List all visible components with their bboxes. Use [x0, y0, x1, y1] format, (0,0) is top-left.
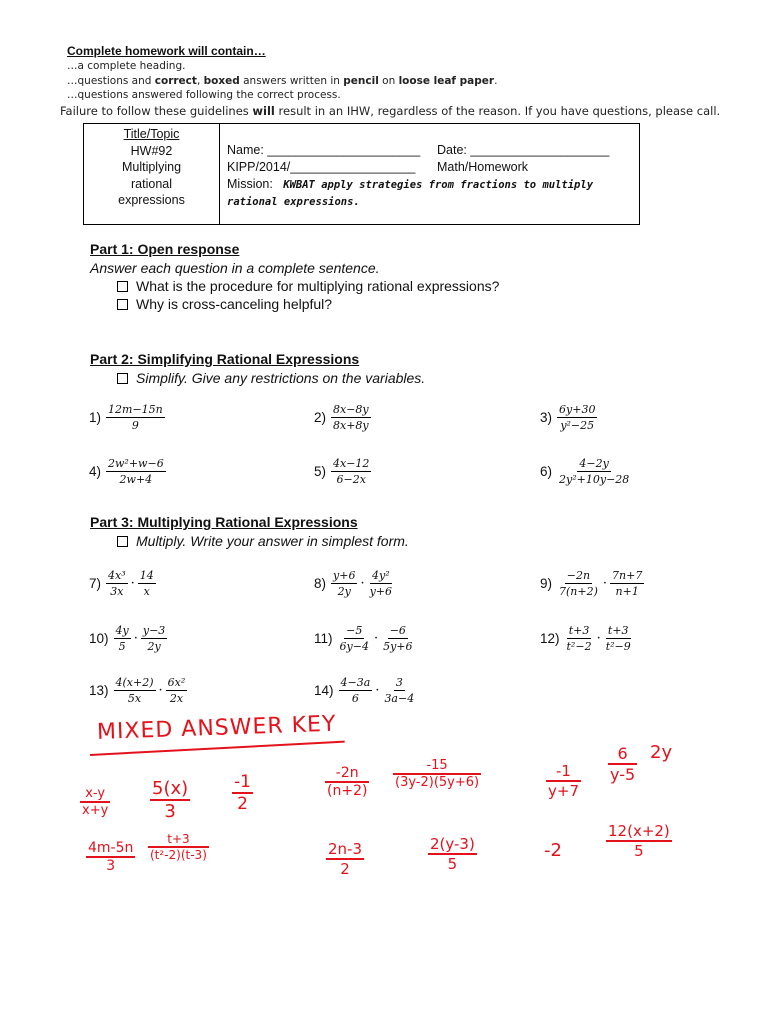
requirement-heading: …a complete heading. — [67, 60, 186, 72]
answer-13: -2 — [544, 840, 562, 861]
part3-instruction: Multiply. Write your answer in simplest form. — [117, 533, 409, 549]
mission-label: Mission: — [227, 177, 273, 191]
part3-problem-11: 11) $\frac{-5}{6y-4}$ · $\frac{-6}{5y+6}$ — [314, 624, 413, 653]
heading-fields — [227, 142, 609, 211]
mission-text-cont: rational expressions. — [227, 196, 360, 208]
answer-6: -1 y+7 — [548, 762, 579, 800]
checkbox-icon — [117, 281, 128, 292]
part2-title: Part 2: Simplifying Rational Expressions — [90, 351, 360, 367]
part3-problem-12: 12) $\frac{t+3}{\text{t²−2}}$ · $\frac{t+3}{\text{t²−9}}$ — [540, 624, 631, 653]
ihw-warning: Failure to follow these guidelines will result in an IHW, regardless of the reason. If you have questions, please call. — [60, 104, 721, 118]
part2-problem-5: 5) $\frac{4x-12}{6-2x}$ — [314, 457, 370, 486]
topic-line-1: Multiplying — [121, 160, 182, 174]
answer-9: 4m-5n 3 — [88, 840, 134, 874]
part3-problem-7: 7) $\frac{\text{4x³}}{3x}$ · $\frac{14}{x}$ — [89, 569, 154, 598]
homework-requirements-title: Complete homework will contain… — [67, 44, 266, 58]
topic-line-2: rational — [131, 176, 172, 191]
answer-key-title: MIXED ANSWER KEY — [96, 711, 337, 745]
answer-3: -1 2 — [234, 772, 251, 814]
topic-line-3: expressions — [118, 193, 185, 207]
part3-title: Part 3: Multiplying Rational Expressions — [90, 514, 358, 530]
part3-problem-14: 14) $\frac{4-3a}{6}$ · $\frac{3}{3a-4}$ — [314, 676, 415, 705]
hw-number: HW#92 — [130, 143, 173, 158]
requirement-answers: …questions and correct, boxed answers written in pencil on loose leaf paper. — [67, 75, 498, 87]
date-field: Date: ____________________ — [437, 143, 610, 157]
part3-problem-8: 8) $\frac{y+6}{2y}$ · $\frac{\text{4y²}}{y+6}$ — [314, 569, 393, 598]
answer-12: 2(y-3) 5 — [430, 835, 475, 873]
answer-14: 12(x+2) 5 — [608, 822, 670, 860]
subject-label: Math/Homework — [437, 160, 528, 174]
kipp-field: KIPP/2014/__________________ — [227, 160, 416, 174]
mission-text: KWBAT apply strategies from fractions to multiply — [283, 179, 594, 191]
title-topic-label: Title/Topic — [123, 127, 180, 141]
part2-problem-6: 6) $\frac{4-2y}{\text{2y²+10y−28}}$ — [540, 457, 630, 486]
checkbox-icon — [117, 373, 128, 384]
part1-question-1: What is the procedure for multiplying rational expressions? — [117, 278, 499, 294]
part1-instruction: Answer each question in a complete sentence. — [90, 260, 380, 276]
part2-problem-4: 4) $\frac{\text{2w²+w−6}}{2w+4}$ — [89, 457, 164, 486]
part1-title: Part 1: Open response — [90, 241, 240, 257]
answer-7: 6 y-5 — [610, 744, 636, 784]
answer-10: t+3 (t²-2)(t-3) — [150, 832, 207, 862]
part2-problem-1: 1) $\frac{12m-15n}{9}$ — [89, 403, 163, 432]
answer-2: 5(x) 3 — [152, 778, 189, 822]
checkbox-icon — [117, 299, 128, 310]
name-field: Name: ______________________ — [227, 143, 421, 157]
part3-problem-10: 10) $\frac{4y}{5}$ · $\frac{y-3}{2y}$ — [89, 624, 166, 653]
part1-question-2: Why is cross-canceling helpful? — [117, 296, 332, 312]
checkbox-icon — [117, 536, 128, 547]
answer-8: 2y — [650, 742, 673, 763]
requirement-process: …questions answered following the correct process. — [67, 89, 341, 101]
part2-instruction: Simplify. Give any restrictions on the variables. — [117, 370, 425, 386]
part2-problem-3: 3) $\frac{6y+30}{\text{y²−25}}$ — [540, 403, 596, 432]
answer-11: 2n-3 2 — [328, 840, 363, 878]
heading-box — [83, 123, 640, 225]
part3-problem-9: 9) $\frac{-2n}{7(n+2)}$ · $\frac{7n+7}{n+1}$ — [540, 569, 643, 598]
answer-5: -15 (3y-2)(5y+6) — [395, 758, 480, 790]
title-topic-cell — [84, 124, 220, 224]
part3-problem-13: 13) $\frac{4(x+2)}{5x}$ · $\frac{\text{6x²}}{2x}$ — [89, 676, 186, 705]
answer-1: x-y x+y — [82, 786, 109, 818]
part2-problem-2: 2) $\frac{8x-8y}{8x+8y}$ — [314, 403, 369, 432]
answer-4: -2n (n+2) — [327, 765, 368, 799]
